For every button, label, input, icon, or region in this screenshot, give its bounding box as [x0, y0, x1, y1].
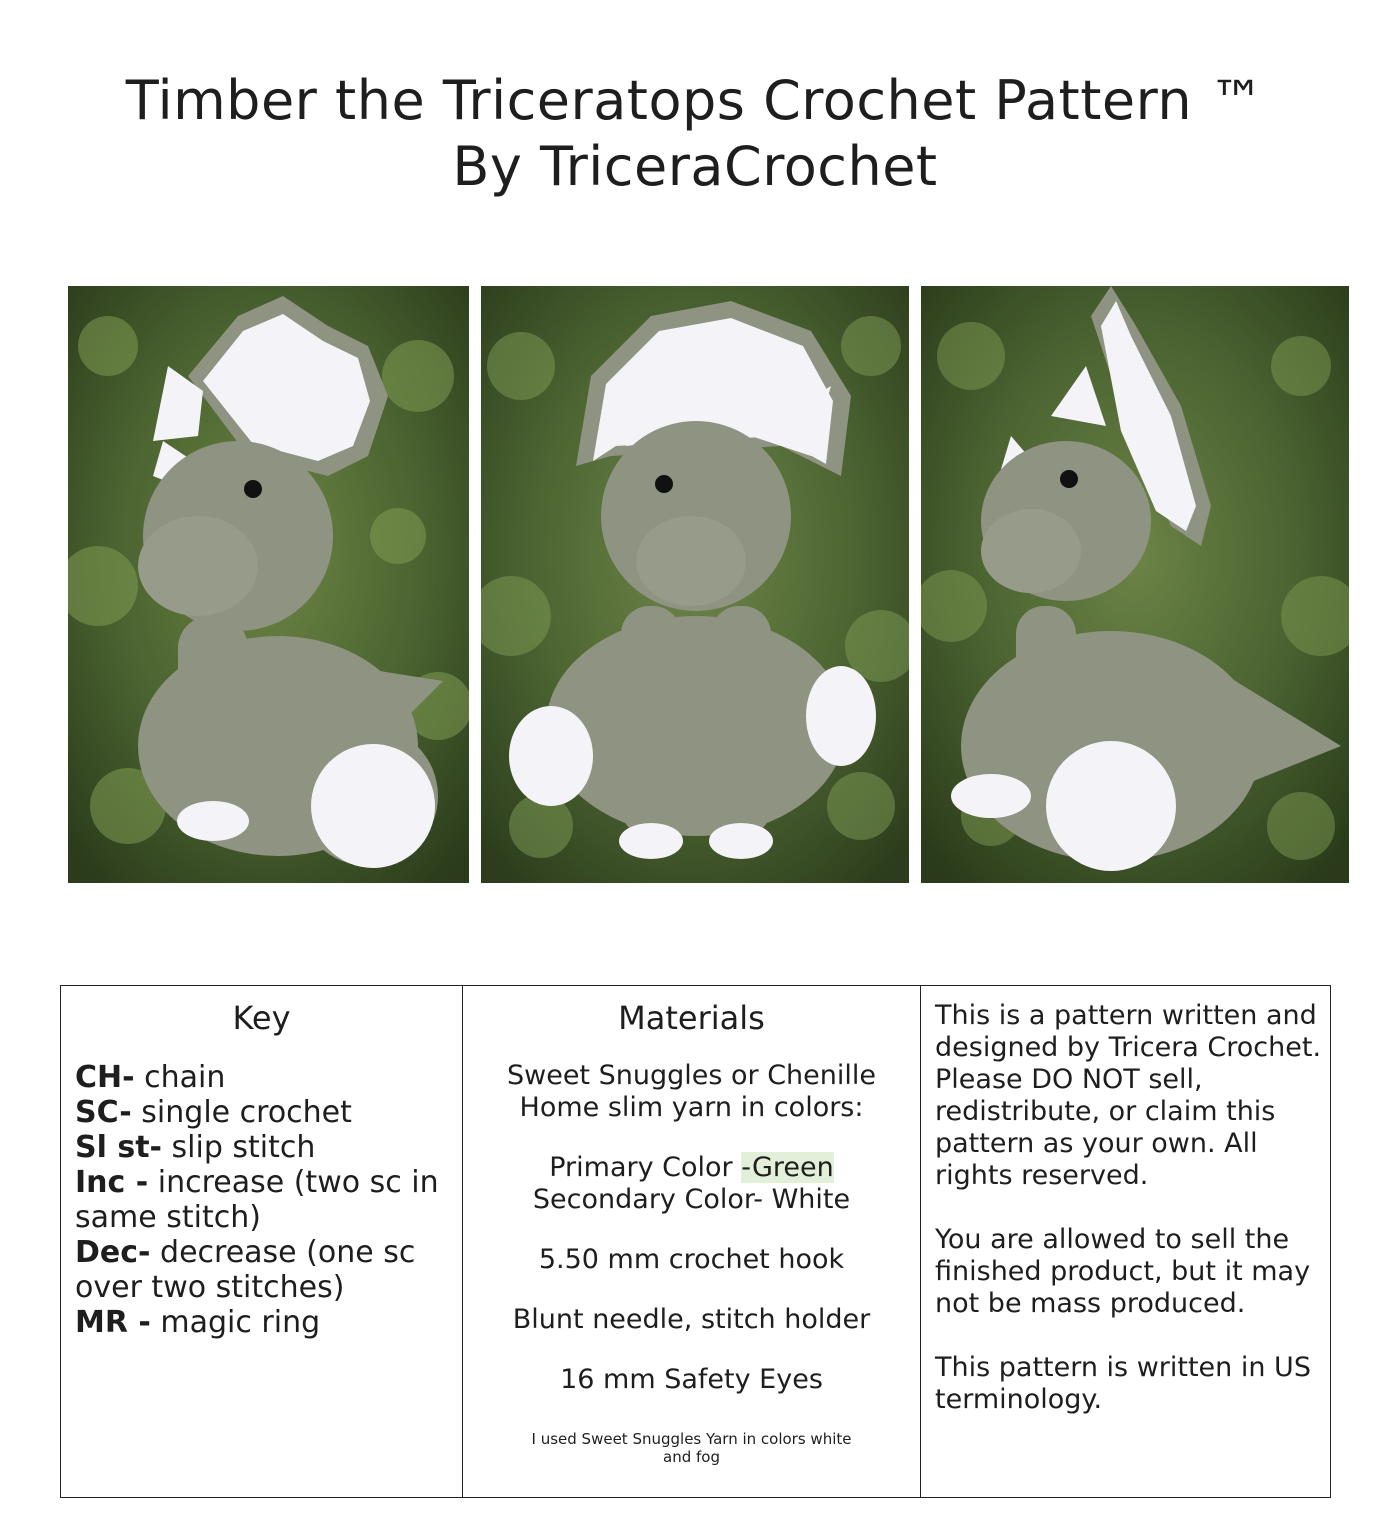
selling-notice: You are allowed to sell the finished product, but it may not be mass produced.	[935, 1224, 1311, 1319]
title-line-1: Timber the Triceratops Crochet Pattern ™	[125, 69, 1265, 132]
key-item	[75, 1165, 454, 1235]
secondary-color-line: Secondary Color- White	[532, 1184, 851, 1215]
key-abbr: MR -	[75, 1305, 151, 1340]
primary-color-label: Primary Color	[549, 1152, 742, 1183]
copyright-notice: This is a pattern written and designed by Tricera Crochet. Please DO NOT sell, redistribute, or claim this pattern as your own. All rights reserved.	[935, 1000, 1322, 1191]
key-abbr: Sl st-	[75, 1130, 162, 1165]
key-item	[75, 1060, 454, 1095]
terminology-notice: This pattern is written in US terminology.	[935, 1352, 1311, 1415]
materials-heading: Materials	[618, 999, 765, 1037]
key-text: magic ring	[150, 1305, 321, 1340]
needle-line: Blunt needle, stitch holder	[512, 1304, 871, 1335]
key-item	[75, 1305, 454, 1340]
key-item	[75, 1095, 454, 1130]
key-text: slip stitch	[161, 1130, 316, 1165]
product-photo-front	[481, 286, 909, 883]
key-text: increase (two sc in same stitch)	[75, 1165, 439, 1235]
yarn-line-1: Sweet Snuggles or Chenille	[506, 1060, 877, 1091]
eyes-line: 16 mm Safety Eyes	[560, 1364, 823, 1395]
key-heading: Key	[232, 999, 291, 1037]
key-item	[75, 1130, 454, 1165]
triceratops-front-left-image	[68, 286, 469, 883]
key-list	[61, 1060, 462, 1340]
key-abbr: CH-	[75, 1060, 135, 1095]
yarn-line-2: Home slim yarn in colors:	[519, 1092, 864, 1123]
page-title	[0, 68, 1390, 200]
key-abbr: Dec-	[75, 1235, 151, 1270]
primary-color-value: -Green	[741, 1152, 834, 1183]
yarn-note-line-1: I used Sweet Snuggles Yarn in colors white	[531, 1430, 852, 1448]
product-photo-side	[921, 286, 1349, 883]
key-text: decrease (one sc over two stitches)	[75, 1235, 416, 1305]
primary-color-line	[469, 1152, 914, 1184]
triceratops-front-image	[481, 286, 909, 883]
key-abbr: Inc -	[75, 1165, 149, 1200]
notes-body	[921, 986, 1330, 1416]
title-line-2: By TriceraCrochet	[452, 135, 938, 198]
key-cell	[61, 986, 463, 1498]
yarn-note	[469, 1430, 914, 1466]
materials-body	[463, 1060, 920, 1466]
yarn-note-line-2: and fog	[663, 1448, 720, 1466]
materials-cell	[463, 986, 921, 1498]
hook-line: 5.50 mm crochet hook	[538, 1244, 845, 1275]
key-abbr: SC-	[75, 1095, 132, 1130]
product-photo-front-left	[68, 286, 469, 883]
notes-cell	[921, 986, 1331, 1498]
triceratops-side-image	[921, 286, 1349, 883]
pattern-info-table	[60, 985, 1331, 1498]
key-item	[75, 1235, 454, 1305]
key-text: single crochet	[131, 1095, 352, 1130]
key-text: chain	[134, 1060, 226, 1095]
